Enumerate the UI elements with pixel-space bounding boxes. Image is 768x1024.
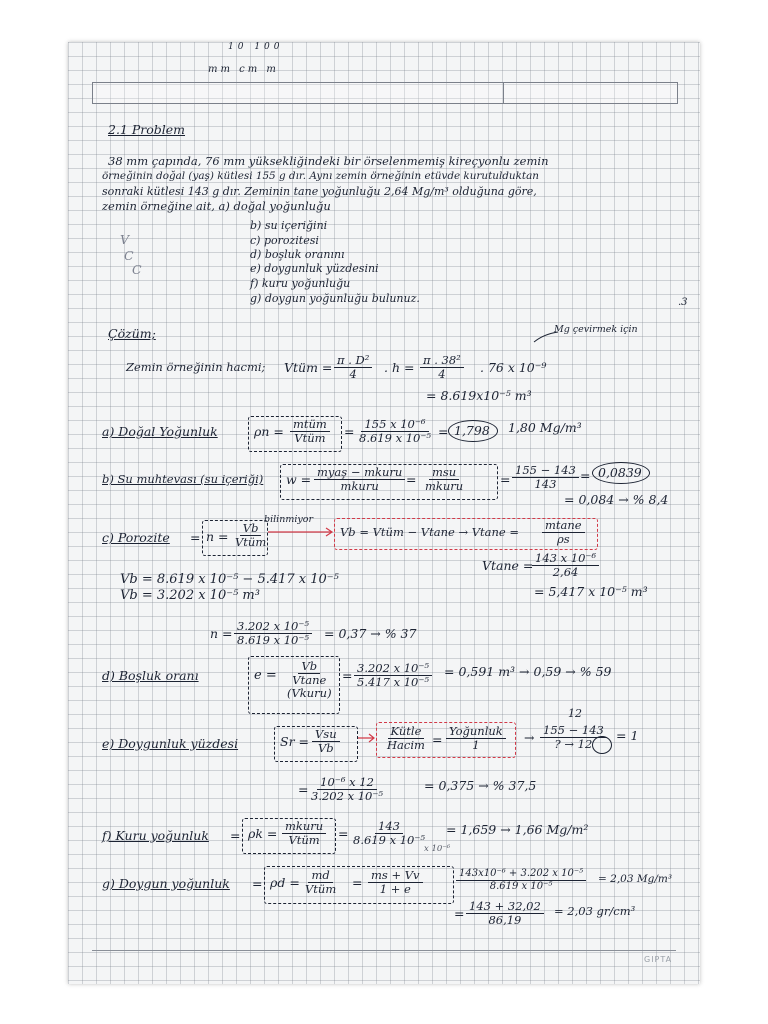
b-value: 0,0839	[598, 465, 642, 480]
scribble-v: V	[120, 232, 130, 247]
d-label: d) Boşluk oranı	[102, 668, 199, 683]
g-calc-fraction-2	[466, 900, 544, 927]
d-formula-num: Vb	[298, 660, 320, 674]
notebook-brand: GIPTA	[644, 955, 673, 964]
c-formula-den: Vtüm	[235, 535, 267, 549]
b-equals: =	[500, 472, 511, 487]
d-formula-fraction	[284, 660, 335, 700]
d-calc-den: 5.417 x 10⁻⁵	[357, 675, 430, 689]
b-equals-2: =	[580, 468, 591, 483]
footer-line	[92, 950, 676, 951]
f-note: x 10⁻⁶	[424, 844, 451, 854]
g-result-2: = 2,03 gr/cm³	[554, 904, 636, 918]
c-vtane-calc-den: 2,64	[552, 565, 579, 579]
e-side-top: 12	[568, 707, 582, 720]
g-formula-num-2: ms + Vv	[368, 869, 423, 883]
c-label-equals: =	[190, 530, 201, 545]
g-formula-den-1: Vtüm	[305, 882, 337, 896]
a-result: 1,80 Mg/m³	[508, 420, 582, 435]
b-formula-num-1: myaş − mkuru	[314, 466, 405, 480]
problem-line-1: 38 mm çapında, 76 mm yüksekliğindeki bir örselenmemiş kireçyonlu zemin	[108, 154, 549, 168]
e-link-arrow	[356, 732, 378, 746]
e-red-num-2: Yoğunluk	[446, 725, 506, 739]
e-formula-fraction	[312, 728, 340, 755]
g-result-1: = 2,03 Mg/m³	[598, 873, 673, 885]
c-vtane-num: mtane	[542, 519, 585, 533]
g-calc-den-2: 86,19	[488, 913, 522, 927]
g-equals-2: =	[454, 906, 465, 921]
b-formula-den-2: mkuru	[425, 479, 464, 493]
e-red-den-2: 1	[472, 738, 480, 752]
solution-label: Çözüm;	[108, 326, 156, 341]
g-calc-num-1: 143x10⁻⁶ + 3.202 x 10⁻⁵	[456, 868, 586, 881]
margin-note-top: 10 100	[228, 42, 284, 52]
g-formula-fraction-2	[368, 869, 423, 896]
g-calc-num-2: 143 + 32,02	[466, 900, 544, 914]
d-equals: =	[342, 668, 353, 683]
c-label: c) Porozite	[102, 530, 170, 545]
a-calc-num: 155 x 10⁻⁶	[361, 418, 428, 432]
e-calc-num: 10⁻⁶ x 12	[317, 776, 377, 790]
c-vtane-den: ρs	[556, 532, 570, 546]
e-side-den: ? → 12	[554, 737, 593, 751]
e-equals: =	[298, 782, 309, 797]
b-formula-den-1: mkuru	[340, 479, 379, 493]
b-result: = 0,084 → % 8,4	[564, 492, 669, 507]
a-calc-den: 8.619 x 10⁻⁵	[359, 431, 432, 445]
e-side-circle	[592, 736, 612, 754]
e-formula-num: Vsu	[312, 728, 340, 742]
f-formula-num: mkuru	[282, 820, 326, 834]
c-vtane-calc-fraction	[532, 552, 599, 579]
e-red-fraction-1	[384, 725, 428, 752]
a-value: 1,798	[454, 423, 490, 438]
f-label: f) Kuru yoğunluk	[102, 828, 209, 843]
a-equals-2: =	[438, 424, 449, 439]
volume-calc-tail: . 76 x 10⁻⁹	[480, 360, 547, 375]
a-formula-fraction	[290, 418, 330, 445]
d-result: = 0,591 m³ → 0,59 → % 59	[444, 664, 612, 679]
scribble-c2: C	[132, 262, 142, 277]
c-vb-line-2: Vb = 3.202 x 10⁻⁵ m³	[120, 588, 260, 603]
problem-title: 2.1 Problem	[108, 122, 186, 137]
volume-formula-fraction	[334, 354, 372, 381]
asked-item-g: g) doygun yoğunluğu bulunuz.	[250, 292, 420, 305]
asked-item-d: d) boşluk oranını	[250, 248, 345, 261]
asked-item-b: b) su içeriğini	[250, 219, 328, 232]
e-label: e) Doygunluk yüzdesi	[102, 736, 239, 751]
g-formula-equals: =	[352, 875, 363, 890]
problem-line-3: sonraki kütlesi 143 g dır. Zeminin tane yoğunluğu 2,64 Mg/m³ olduğuna göre,	[102, 185, 537, 198]
volume-formula-num: π . D²	[334, 354, 372, 368]
asked-item-c: c) porozitesi	[250, 234, 319, 247]
b-formula-equals: =	[406, 472, 417, 487]
mg-note: Mg çevirmek için	[554, 324, 638, 335]
mg-note-arrow	[530, 330, 560, 344]
g-label: g) Doygun yoğunluk	[102, 876, 230, 891]
b-calc-den: 143	[534, 477, 557, 491]
e-formula-den: Vb	[317, 741, 334, 755]
c-n-den: 8.619 x 10⁻⁵	[237, 633, 310, 647]
b-formula-fraction-2	[422, 466, 466, 493]
problem-line-2: örneğinin doğal (yaş) kütlesi 155 g dır. Aynı zemin örneğinin etüvde kurutulduktan	[102, 170, 539, 182]
e-red-den-1: Hacim	[387, 738, 425, 752]
c-n-fraction	[234, 620, 312, 647]
c-vtane-fraction	[542, 519, 585, 546]
notebook-page	[68, 42, 700, 984]
side-mark: .3	[678, 297, 688, 308]
g-formula-num-1: md	[308, 869, 332, 883]
d-formula-alt: (Vkuru)	[287, 686, 332, 700]
header-box	[92, 82, 678, 104]
g-calc-fraction-1	[456, 868, 586, 893]
b-formula-fraction-1	[314, 466, 405, 493]
c-vtane-label: Vtane =	[482, 558, 534, 573]
e-result: = 0,375 → % 37,5	[424, 778, 537, 793]
volume-calc-fraction	[420, 354, 464, 381]
a-formula-symbol: ρn =	[254, 424, 284, 439]
f-calc-den: 8.619 x 10⁻⁵	[353, 833, 426, 847]
a-formula-num: mtüm	[290, 418, 330, 432]
d-calc-fraction	[354, 662, 432, 689]
a-equals: =	[344, 424, 355, 439]
c-vtane-result: = 5,417 x 10⁻⁵ m³	[534, 584, 648, 599]
g-calc-den-1: 8.619 x 10⁻⁵	[489, 881, 553, 892]
g-label-equals: =	[252, 876, 263, 891]
scribble-c1: C	[124, 248, 134, 263]
f-formula-fraction	[282, 820, 326, 847]
e-side-arrow: →	[524, 730, 535, 745]
a-calc-fraction	[356, 418, 434, 445]
e-side-num: 155 − 143	[540, 724, 607, 738]
asked-item-e: e) doygunluk yüzdesini	[250, 262, 379, 275]
c-link-arrow	[266, 526, 336, 540]
volume-calc-num: π . 38²	[420, 354, 464, 368]
c-result: = 0,37 → % 37	[324, 626, 417, 641]
g-formula-den-2: 1 + e	[379, 882, 411, 896]
c-formula-num: Vb	[240, 522, 262, 536]
margin-note-units: mm cm m	[208, 64, 279, 75]
f-result: = 1,659 → 1,66 Mg/m²	[446, 822, 589, 837]
d-calc-num: 3.202 x 10⁻⁵	[354, 662, 432, 676]
a-formula-den: Vtüm	[294, 431, 326, 445]
f-calc-fraction	[350, 820, 428, 847]
c-n-lhs: n =	[210, 626, 233, 641]
g-formula-fraction-1	[302, 869, 339, 896]
c-n-num: 3.202 x 10⁻⁵	[234, 620, 312, 634]
c-formula-symbol: n =	[206, 529, 229, 544]
e-red-fraction-2	[446, 725, 506, 752]
b-calc-num: 155 − 143	[512, 464, 579, 478]
f-label-equals: =	[230, 828, 241, 843]
b-formula-symbol: w =	[286, 472, 312, 487]
f-calc-num: 143	[375, 820, 403, 834]
volume-label: Zemin örneğinin hacmi;	[126, 360, 266, 374]
volume-formula-den: 4	[349, 367, 357, 381]
c-vb-line-1: Vb = 8.619 x 10⁻⁵ − 5.417 x 10⁻⁵	[120, 572, 339, 587]
f-formula-den: Vtüm	[288, 833, 320, 847]
asked-item-f: f) kuru yoğunluğu	[250, 277, 351, 290]
g-formula-symbol: ρd =	[270, 875, 300, 890]
f-formula-symbol: ρk =	[248, 826, 278, 841]
d-formula-symbol: e =	[254, 668, 277, 683]
e-side-result: = 1	[616, 728, 639, 743]
c-vtane-calc-num: 143 x 10⁻⁶	[532, 552, 599, 566]
problem-line-4: zemin örneğine ait, a) doğal yoğunluğu	[102, 199, 331, 213]
b-formula-num-2: msu	[429, 466, 459, 480]
e-calc-den: 3.202 x 10⁻⁵	[311, 789, 384, 803]
d-formula-den: Vtane	[292, 673, 327, 687]
a-label: a) Doğal Yoğunluk	[102, 424, 218, 439]
volume-lhs: Vtüm =	[284, 360, 333, 375]
c-unknown-note: bilinmiyor	[264, 514, 313, 525]
f-equals: =	[338, 826, 349, 841]
volume-mult: . h =	[384, 360, 415, 375]
e-red-num-1: Kütle	[388, 725, 425, 739]
b-calc-fraction	[512, 464, 579, 491]
volume-result: = 8.619x10⁻⁵ m³	[426, 388, 532, 403]
e-red-sep: =	[432, 732, 443, 747]
e-calc-fraction	[308, 776, 386, 803]
volume-calc-den: 4	[438, 367, 446, 381]
b-label: b) Su muhtevası (su içeriği)	[102, 472, 264, 486]
e-formula-symbol: Sr =	[280, 734, 309, 749]
c-vtane-relation: Vb = Vtüm − Vtane → Vtane =	[340, 525, 520, 539]
